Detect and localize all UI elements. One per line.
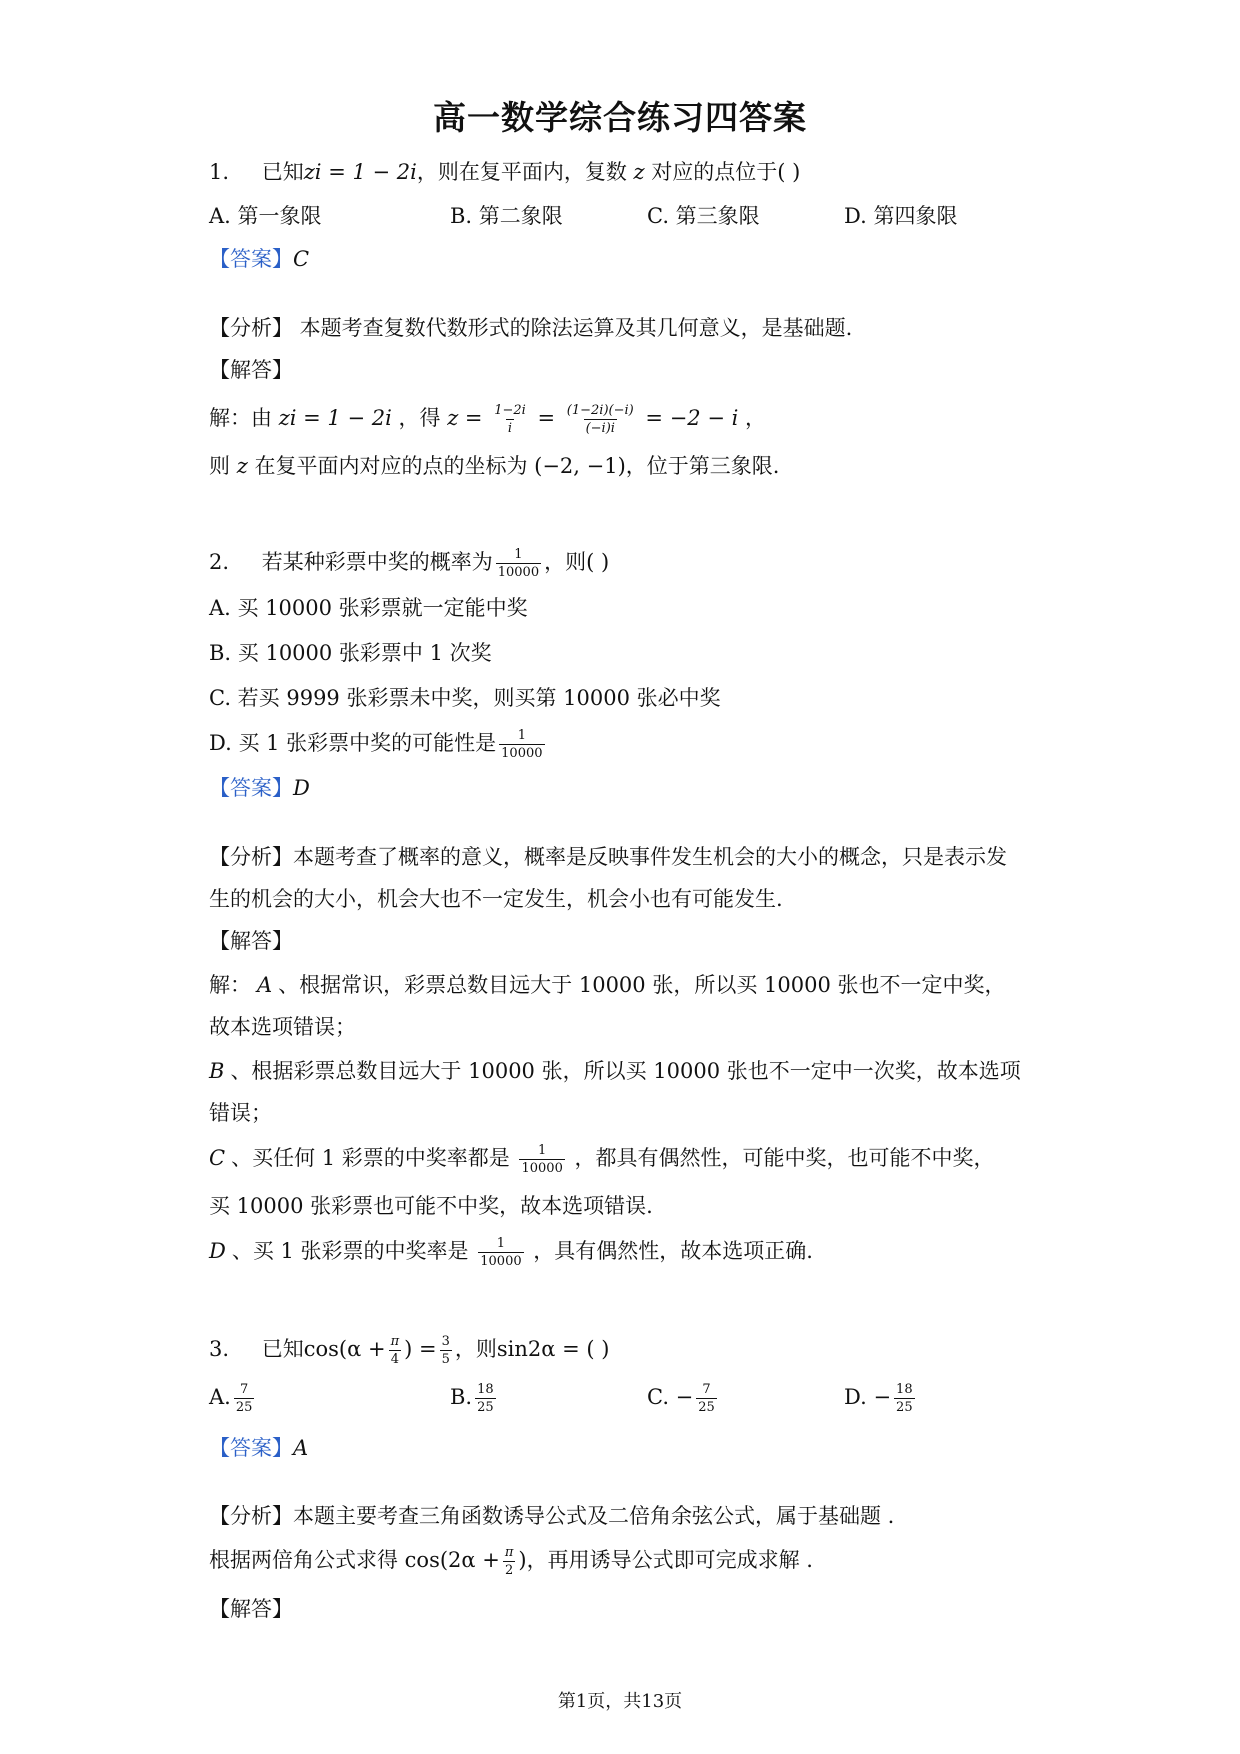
- denominator: i: [507, 421, 513, 436]
- analysis-line-2: 生的机会的大小，机会大也不一定发生，机会小也有可能发生.: [209, 887, 783, 911]
- stem-text: 若某种彩票中奖的概率为: [261, 550, 493, 574]
- question-number: 3.: [209, 1337, 230, 1361]
- fraction: [389, 1335, 402, 1366]
- equation: zi = 1 − 2i: [278, 406, 392, 430]
- fraction: [499, 729, 544, 760]
- text: 在复平面内对应的点的坐标为: [247, 454, 535, 478]
- answer-value: C: [293, 247, 310, 271]
- solution-label: 【解答】: [209, 358, 293, 382]
- option-letter: C: [209, 1146, 226, 1170]
- variable: z: [633, 160, 645, 184]
- option-letter: A: [257, 973, 273, 997]
- denominator: 5: [441, 1352, 450, 1367]
- option-label: D. −: [844, 1385, 892, 1409]
- text: 解：: [209, 973, 251, 997]
- solution-a-line-1: [209, 970, 1005, 1000]
- numerator: π: [390, 1334, 400, 1349]
- solution-c-line-2: 买 10000 张彩票也可能不中奖，故本选项错误.: [209, 1194, 653, 1218]
- equation: z =: [447, 406, 483, 430]
- question-1-stem: [209, 157, 800, 187]
- analysis-label: 【分析】: [209, 845, 293, 869]
- denominator: 25: [896, 1400, 913, 1415]
- option-b: B. 买 10000 张彩票中 1 次奖: [209, 641, 492, 665]
- numerator: (1−2i)(−i): [566, 403, 634, 418]
- option-b: [450, 1382, 499, 1414]
- stem-text: ，则( ): [544, 550, 610, 574]
- option-label: B.: [450, 1385, 473, 1409]
- text: ，具有偶然性，故本选项正确.: [533, 1239, 813, 1263]
- fraction: [503, 1546, 516, 1577]
- question-3-stem: [209, 1334, 609, 1366]
- variable: z: [236, 454, 248, 478]
- option-a: A. 第一象限: [209, 204, 322, 228]
- option-d: D. 第四象限: [844, 204, 958, 228]
- solution-d-line: [209, 1236, 813, 1268]
- fraction: [475, 1383, 496, 1414]
- text: )，再用诱导公式即可完成求解 .: [518, 1548, 813, 1572]
- text: ，都具有偶然性，可能中奖，也可能不中奖，: [574, 1146, 995, 1170]
- solution-line-2: [209, 451, 779, 481]
- option-d: [209, 728, 548, 760]
- option-a: A. 买 10000 张彩票就一定能中奖: [209, 596, 528, 620]
- numerator: 7: [239, 1382, 249, 1397]
- option-letter: D: [209, 1239, 226, 1263]
- equation: ) =: [404, 1337, 437, 1361]
- answer-label: 【答案】: [209, 1436, 293, 1460]
- denominator: 10000: [501, 746, 543, 761]
- answer-line: [209, 1433, 308, 1463]
- solution-label: 【解答】: [209, 929, 293, 953]
- option-c: C. 若买 9999 张彩票未中奖，则买第 10000 张必中奖: [209, 686, 721, 710]
- fraction: [565, 404, 636, 435]
- analysis-line: [209, 313, 852, 343]
- numerator: 1: [538, 1143, 547, 1158]
- analysis-label: 【分析】: [209, 316, 293, 340]
- fraction: [496, 548, 541, 579]
- stem-text: 对应的点位于( ): [651, 160, 801, 184]
- solution-label: 【解答】: [209, 1597, 293, 1621]
- option-a: [209, 1382, 257, 1414]
- option-letter: B: [209, 1059, 225, 1083]
- text: ，位于第三象限.: [625, 454, 780, 478]
- denominator: 10000: [480, 1254, 522, 1269]
- text: 、根据常识，彩票总数目远大于 10000 张，所以买 10000 张也不一定中奖，: [278, 973, 1006, 997]
- text: 根据两倍角公式求得 cos(2α +: [209, 1548, 500, 1572]
- solution-line-1: [209, 403, 766, 435]
- option-c: C. 第三象限: [647, 204, 760, 228]
- denominator: 10000: [497, 565, 540, 580]
- text: 、买 1 张彩票的中奖率是: [231, 1239, 469, 1263]
- numerator: 1: [496, 1236, 506, 1251]
- option-label: C. −: [647, 1385, 694, 1409]
- text: ，: [745, 406, 766, 430]
- page-title: 高一数学综合练习四答案: [433, 98, 807, 137]
- equation: 已知cos(α +: [261, 1337, 386, 1361]
- denominator: 4: [390, 1352, 399, 1367]
- answer-line: [209, 773, 310, 803]
- text: 、根据彩票总数目远大于 10000 张，所以买 10000 张也不一定中一次奖，故本选项: [230, 1059, 1021, 1083]
- numerator: π: [504, 1545, 514, 1560]
- denominator: 25: [235, 1400, 253, 1415]
- page-footer: 第1页，共13页: [557, 1691, 683, 1712]
- solution-b-line-1: [209, 1056, 1021, 1086]
- fraction: [440, 1335, 452, 1366]
- solution-b-line-2: 错误；: [209, 1101, 272, 1125]
- option-label: A.: [209, 1385, 231, 1409]
- denominator: 25: [477, 1400, 494, 1415]
- numerator: 1: [514, 547, 523, 562]
- analysis-label: 【分析】: [209, 1504, 293, 1528]
- denominator: 2: [505, 1563, 514, 1578]
- option-d: [844, 1382, 918, 1414]
- question-2-stem: [209, 547, 609, 579]
- text: 解：由: [209, 406, 279, 430]
- text: 则: [209, 454, 237, 478]
- fraction: [492, 404, 528, 435]
- numerator: 18: [477, 1382, 494, 1397]
- question-number: 1.: [209, 160, 230, 184]
- answer-value: A: [293, 1436, 309, 1460]
- denominator: (−i)i: [585, 421, 615, 436]
- fraction: [696, 1383, 717, 1414]
- equation: =: [537, 406, 556, 430]
- equation: zi = 1 − 2i: [303, 160, 417, 184]
- analysis-line-1: [209, 842, 1007, 872]
- numerator: 1−2i: [494, 403, 526, 418]
- analysis-text: 本题考查复数代数形式的除法运算及其几何意义，是基础题.: [293, 316, 853, 340]
- option-text: D. 买 1 张彩票中奖的可能性是: [209, 731, 497, 755]
- stem-text: 已知: [261, 160, 304, 184]
- answer-value: D: [293, 776, 310, 800]
- option-b: B. 第二象限: [450, 204, 563, 228]
- analysis-line-1: [209, 1501, 894, 1531]
- numerator: 7: [702, 1382, 711, 1397]
- numerator: 1: [517, 728, 526, 743]
- analysis-text: 本题主要考查三角函数诱导公式及二倍角余弦公式，属于基础题 .: [293, 1504, 895, 1528]
- numerator: 3: [441, 1334, 450, 1349]
- answer-label: 【答案】: [209, 247, 293, 271]
- fraction: [894, 1383, 915, 1414]
- solution-c-line-1: [209, 1143, 995, 1175]
- stem-text: ，则在复平面内，复数: [416, 160, 627, 184]
- denominator: 25: [698, 1400, 715, 1415]
- analysis-text: 本题考查了概率的意义，概率是反映事件发生机会的大小的概念，只是表示发: [293, 845, 1007, 869]
- fraction: [519, 1144, 564, 1175]
- equation: = −2 − i: [645, 406, 739, 430]
- stem-text: ，则sin2α = ( ): [454, 1337, 610, 1361]
- coordinate: (−2, −1): [534, 454, 626, 478]
- text: 、买任何 1 彩票的中奖率都是: [231, 1146, 510, 1170]
- answer-line: [209, 244, 309, 274]
- option-c: [647, 1382, 720, 1414]
- analysis-line-2: [209, 1545, 813, 1577]
- numerator: 18: [896, 1382, 913, 1397]
- text: ，得: [398, 406, 448, 430]
- solution-a-line-2: 故本选项错误；: [209, 1015, 356, 1039]
- denominator: 10000: [521, 1161, 563, 1176]
- fraction: [478, 1237, 523, 1268]
- question-number: 2.: [209, 550, 230, 574]
- fraction: [234, 1383, 255, 1414]
- answer-label: 【答案】: [209, 776, 293, 800]
